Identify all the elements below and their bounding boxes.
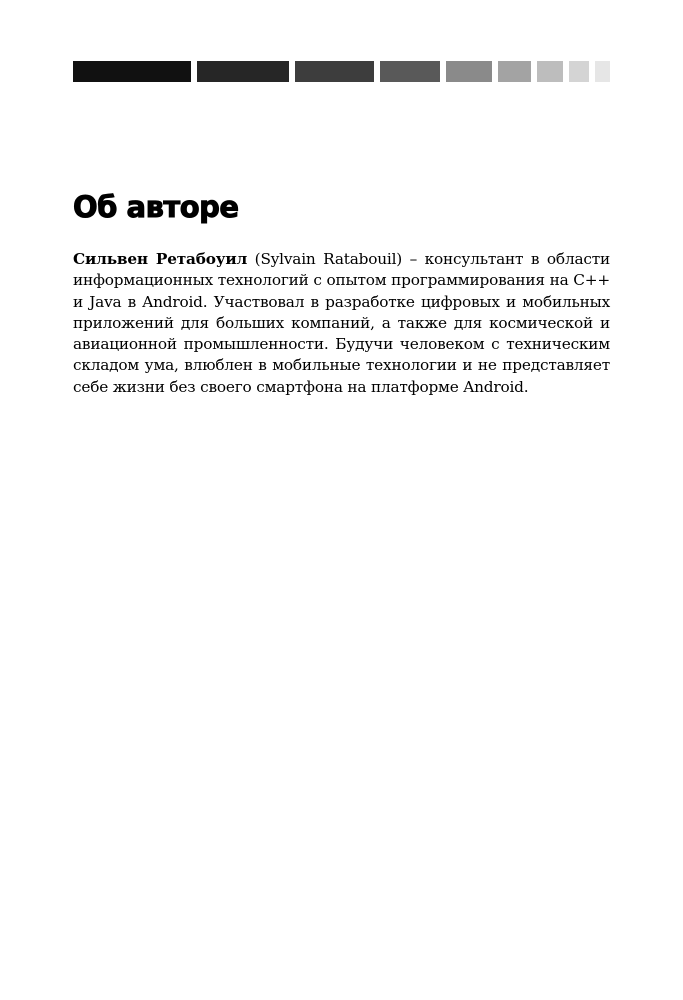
decor-bar-5	[446, 61, 492, 82]
section-title: Об авторе	[73, 190, 239, 224]
decor-bar-7	[537, 61, 563, 82]
decor-bar-2	[197, 61, 289, 82]
bio-text: (Sylvain Ratabouil) – консультант в области информационных технологий с опытом программирования на C++ и Java в Android. Участвовал в разработке цифровых и мобильных приложений для больших компаний, а также для космической и авиационной промышленности. Будучи человеком с техническим складом ума, влюблен в мобильные технологии и не представляет себе жизни без своего смартфона на платформе Android.	[73, 250, 611, 396]
decor-bar-9	[595, 61, 610, 82]
author-bio	[73, 249, 610, 398]
decor-bar-8	[569, 61, 589, 82]
decor-bar-1	[73, 61, 191, 82]
author-name: Сильвен Ретабоуил	[73, 250, 248, 268]
decor-bar-3	[295, 61, 374, 82]
decor-bar-6	[498, 61, 531, 82]
decor-bar-4	[380, 61, 440, 82]
